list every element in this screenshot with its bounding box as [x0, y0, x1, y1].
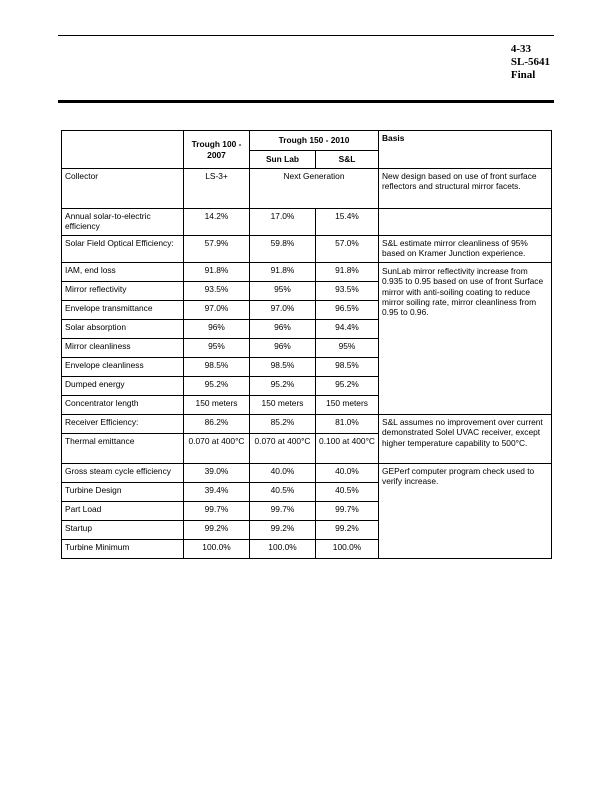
table-row — [62, 415, 552, 434]
cell-sunlab: 96% — [250, 320, 316, 339]
cell-trough100: 99.7% — [184, 502, 250, 521]
cell-sl: 95.2% — [316, 377, 379, 396]
cell-sunlab: 0.070 at 400°C — [250, 434, 316, 464]
table-row — [62, 169, 552, 209]
cell-sl: 99.2% — [316, 521, 379, 540]
cell-sl: 40.5% — [316, 483, 379, 502]
row-label: Solar Field Optical Efficiency: — [62, 236, 184, 263]
section-number: 4-33 — [510, 43, 532, 55]
table-row — [62, 209, 552, 236]
cell-sunlab: 150 meters — [250, 396, 316, 415]
cell-sl: 15.4% — [316, 209, 379, 236]
cell-sl: 94.4% — [316, 320, 379, 339]
cell-basis: New design based on use of front surface reflectors and structural mirror facets. — [379, 169, 552, 209]
cell-trough100: 39.0% — [184, 464, 250, 483]
row-label: Turbine Minimum — [62, 540, 184, 559]
cell-sunlab: 40.5% — [250, 483, 316, 502]
cell-sl: 100.0% — [316, 540, 379, 559]
cell-sl: 40.0% — [316, 464, 379, 483]
row-label: Annual solar-to-electric efficiency — [62, 209, 184, 236]
cell-sunlab: 96% — [250, 339, 316, 358]
cell-sl: 95% — [316, 339, 379, 358]
report-number: SL-5641 — [510, 56, 550, 68]
header-rule-thin — [58, 35, 554, 36]
cell-sl: 150 meters — [316, 396, 379, 415]
col-header-basis: Basis — [379, 131, 552, 169]
cell-basis: S&L estimate mirror cleanliness of 95% based on Kramer Junction experience. — [379, 236, 552, 263]
cell-merged: Next Generation — [250, 169, 379, 209]
col-header-sl: S&L — [316, 151, 379, 169]
row-label: Concentrator length — [62, 396, 184, 415]
cell-sl: 0.100 at 400°C — [316, 434, 379, 464]
cell-trough100: 95% — [184, 339, 250, 358]
col-header-trough100: Trough 100 - 2007 — [184, 131, 250, 169]
cell-trough100: 100.0% — [184, 540, 250, 559]
cell-sunlab: 95% — [250, 282, 316, 301]
col-header-sunlab: Sun Lab — [250, 151, 316, 169]
cell-sunlab: 91.8% — [250, 263, 316, 282]
row-label: Startup — [62, 521, 184, 540]
cell-sunlab: 95.2% — [250, 377, 316, 396]
cell-trough100: 98.5% — [184, 358, 250, 377]
row-label: Envelope cleanliness — [62, 358, 184, 377]
report-status: Final — [510, 69, 536, 81]
cell-basis — [379, 209, 552, 236]
cell-trough100: 97.0% — [184, 301, 250, 320]
row-label: Receiver Efficiency: — [62, 415, 184, 434]
cell-trough100: 86.2% — [184, 415, 250, 434]
cell-sunlab: 40.0% — [250, 464, 316, 483]
cell-sunlab: 97.0% — [250, 301, 316, 320]
cell-trough100: 57.9% — [184, 236, 250, 263]
cell-trough100: 39.4% — [184, 483, 250, 502]
cell-sunlab: 85.2% — [250, 415, 316, 434]
cell-trough100: LS-3+ — [184, 169, 250, 209]
row-label: IAM, end loss — [62, 263, 184, 282]
row-label: Mirror reflectivity — [62, 282, 184, 301]
table-row — [62, 263, 552, 282]
cell-sunlab: 98.5% — [250, 358, 316, 377]
row-label: Part Load — [62, 502, 184, 521]
performance-comparison-table — [61, 130, 552, 559]
cell-basis: GEPerf computer program check used to verify increase. — [379, 464, 552, 559]
cell-basis: S&L assumes no improvement over current demonstrated Solel UVAC receiver, except higher temperature capability to 500°C. — [379, 415, 552, 464]
table-row — [62, 236, 552, 263]
row-label: Dumped energy — [62, 377, 184, 396]
cell-sl: 96.5% — [316, 301, 379, 320]
cell-sunlab: 99.2% — [250, 521, 316, 540]
cell-trough100: 91.8% — [184, 263, 250, 282]
cell-sunlab: 59.8% — [250, 236, 316, 263]
header-blank-cell — [62, 131, 184, 169]
cell-sl: 81.0% — [316, 415, 379, 434]
cell-sunlab: 100.0% — [250, 540, 316, 559]
cell-trough100: 93.5% — [184, 282, 250, 301]
cell-trough100: 150 meters — [184, 396, 250, 415]
row-label: Collector — [62, 169, 184, 209]
cell-trough100: 14.2% — [184, 209, 250, 236]
row-label: Gross steam cycle efficiency — [62, 464, 184, 483]
cell-sl: 93.5% — [316, 282, 379, 301]
cell-trough100: 96% — [184, 320, 250, 339]
table-row — [62, 464, 552, 483]
row-label: Thermal emittance — [62, 434, 184, 464]
header-rule-thick — [58, 100, 554, 103]
page-header — [511, 43, 550, 82]
col-header-trough150: Trough 150 - 2010 — [250, 131, 379, 151]
cell-sl: 98.5% — [316, 358, 379, 377]
cell-sunlab: 99.7% — [250, 502, 316, 521]
row-label: Turbine Design — [62, 483, 184, 502]
cell-basis-sunlab: SunLab mirror reflectivity increase from 0.935 to 0.95 based on use of front Surface mirror with anti-soiling coating to reduce mirror soiling rate, mirror cleanliness from 0.95 to 0.96. — [379, 263, 552, 415]
cell-trough100: 95.2% — [184, 377, 250, 396]
cell-sl: 99.7% — [316, 502, 379, 521]
cell-sl: 57.0% — [316, 236, 379, 263]
row-label: Envelope transmittance — [62, 301, 184, 320]
row-label: Solar absorption — [62, 320, 184, 339]
cell-sunlab: 17.0% — [250, 209, 316, 236]
cell-trough100: 0.070 at 400°C — [184, 434, 250, 464]
row-label: Mirror cleanliness — [62, 339, 184, 358]
cell-trough100: 99.2% — [184, 521, 250, 540]
cell-sl: 91.8% — [316, 263, 379, 282]
